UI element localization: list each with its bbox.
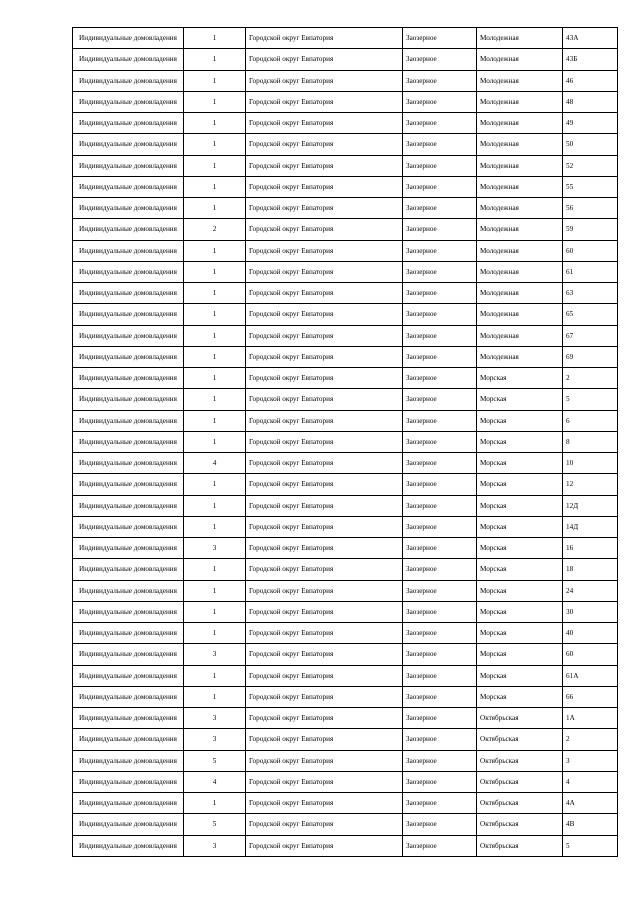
district-cell: Городской округ Евпатория xyxy=(246,814,403,835)
dwelling-type-cell: Индивидуальные домовладения xyxy=(73,410,184,431)
settlement-cell: Заозерное xyxy=(403,283,477,304)
district-cell: Городской округ Евпатория xyxy=(246,835,403,856)
street-cell: Молодежная xyxy=(477,240,563,261)
house-number-cell: 40 xyxy=(563,623,618,644)
count-cell: 1 xyxy=(184,70,246,91)
dwelling-type-cell: Индивидуальные домовладения xyxy=(73,176,184,197)
dwelling-type-cell: Индивидуальные домовладения xyxy=(73,431,184,452)
street-cell: Молодежная xyxy=(477,49,563,70)
district-cell: Городской округ Евпатория xyxy=(246,686,403,707)
dwelling-type-cell: Индивидуальные домовладения xyxy=(73,601,184,622)
house-number-cell: 60 xyxy=(563,644,618,665)
table-row xyxy=(73,601,618,622)
house-number-cell: 48 xyxy=(563,91,618,112)
table-row xyxy=(73,219,618,240)
dwelling-type-cell: Индивидуальные домовладения xyxy=(73,304,184,325)
house-number-cell: 5 xyxy=(563,835,618,856)
table-row xyxy=(73,91,618,112)
settlement-cell: Заозерное xyxy=(403,453,477,474)
count-cell: 1 xyxy=(184,346,246,367)
settlement-cell: Заозерное xyxy=(403,219,477,240)
dwelling-type-cell: Индивидуальные домовладения xyxy=(73,219,184,240)
dwelling-type-cell: Индивидуальные домовладения xyxy=(73,283,184,304)
house-number-cell: 3 xyxy=(563,750,618,771)
district-cell: Городской округ Евпатория xyxy=(246,474,403,495)
dwelling-type-cell: Индивидуальные домовладения xyxy=(73,729,184,750)
street-cell: Октябрьская xyxy=(477,793,563,814)
district-cell: Городской округ Евпатория xyxy=(246,559,403,580)
table-row xyxy=(73,474,618,495)
street-cell: Молодежная xyxy=(477,198,563,219)
district-cell: Городской округ Евпатория xyxy=(246,580,403,601)
table-row xyxy=(73,49,618,70)
table-row xyxy=(73,176,618,197)
district-cell: Городской округ Евпатория xyxy=(246,729,403,750)
district-cell: Городской округ Евпатория xyxy=(246,431,403,452)
street-cell: Морская xyxy=(477,368,563,389)
dwelling-type-cell: Индивидуальные домовладения xyxy=(73,368,184,389)
house-number-cell: 12Д xyxy=(563,495,618,516)
count-cell: 1 xyxy=(184,134,246,155)
count-cell: 1 xyxy=(184,325,246,346)
district-cell: Городской округ Евпатория xyxy=(246,644,403,665)
table-row xyxy=(73,814,618,835)
dwelling-type-cell: Индивидуальные домовладения xyxy=(73,495,184,516)
dwelling-type-cell: Индивидуальные домовладения xyxy=(73,771,184,792)
count-cell: 1 xyxy=(184,665,246,686)
table-row xyxy=(73,495,618,516)
district-cell: Городской округ Евпатория xyxy=(246,453,403,474)
street-cell: Октябрьская xyxy=(477,729,563,750)
district-cell: Городской округ Евпатория xyxy=(246,176,403,197)
count-cell: 1 xyxy=(184,176,246,197)
district-cell: Городской округ Евпатория xyxy=(246,516,403,537)
settlement-cell: Заозерное xyxy=(403,410,477,431)
table-body xyxy=(73,28,618,857)
district-cell: Городской округ Евпатория xyxy=(246,793,403,814)
dwelling-type-cell: Индивидуальные домовладения xyxy=(73,389,184,410)
house-number-cell: 50 xyxy=(563,134,618,155)
table-row xyxy=(73,431,618,452)
house-number-cell: 12 xyxy=(563,474,618,495)
table-row xyxy=(73,686,618,707)
street-cell: Октябрьская xyxy=(477,814,563,835)
table-row xyxy=(73,708,618,729)
table-row xyxy=(73,559,618,580)
house-number-cell: 69 xyxy=(563,346,618,367)
table-row xyxy=(73,113,618,134)
settlement-cell: Заозерное xyxy=(403,474,477,495)
district-cell: Городской округ Евпатория xyxy=(246,283,403,304)
table-row xyxy=(73,261,618,282)
street-cell: Морская xyxy=(477,389,563,410)
settlement-cell: Заозерное xyxy=(403,686,477,707)
dwelling-type-cell: Индивидуальные домовладения xyxy=(73,814,184,835)
count-cell: 1 xyxy=(184,623,246,644)
settlement-cell: Заозерное xyxy=(403,304,477,325)
count-cell: 1 xyxy=(184,261,246,282)
street-cell: Морская xyxy=(477,601,563,622)
settlement-cell: Заозерное xyxy=(403,771,477,792)
table-row xyxy=(73,729,618,750)
count-cell: 1 xyxy=(184,198,246,219)
dwelling-type-cell: Индивидуальные домовладения xyxy=(73,453,184,474)
street-cell: Октябрьская xyxy=(477,708,563,729)
house-number-cell: 2 xyxy=(563,368,618,389)
district-cell: Городской округ Евпатория xyxy=(246,368,403,389)
house-number-cell: 2 xyxy=(563,729,618,750)
house-number-cell: 52 xyxy=(563,155,618,176)
settlement-cell: Заозерное xyxy=(403,601,477,622)
house-number-cell: 5 xyxy=(563,389,618,410)
table-row xyxy=(73,368,618,389)
street-cell: Морская xyxy=(477,516,563,537)
street-cell: Молодежная xyxy=(477,283,563,304)
count-cell: 1 xyxy=(184,113,246,134)
house-number-cell: 10 xyxy=(563,453,618,474)
district-cell: Городской округ Евпатория xyxy=(246,261,403,282)
dwelling-type-cell: Индивидуальные домовладения xyxy=(73,580,184,601)
street-cell: Молодежная xyxy=(477,261,563,282)
street-cell: Молодежная xyxy=(477,91,563,112)
dwelling-type-cell: Индивидуальные домовладения xyxy=(73,835,184,856)
table-row xyxy=(73,623,618,644)
settlement-cell: Заозерное xyxy=(403,793,477,814)
dwelling-type-cell: Индивидуальные домовладения xyxy=(73,750,184,771)
street-cell: Молодежная xyxy=(477,155,563,176)
street-cell: Молодежная xyxy=(477,70,563,91)
dwelling-type-cell: Индивидуальные домовладения xyxy=(73,134,184,155)
dwelling-type-cell: Индивидуальные домовладения xyxy=(73,346,184,367)
dwelling-type-cell: Индивидуальные домовладения xyxy=(73,91,184,112)
district-cell: Городской округ Евпатория xyxy=(246,70,403,91)
count-cell: 1 xyxy=(184,495,246,516)
street-cell: Морская xyxy=(477,644,563,665)
street-cell: Молодежная xyxy=(477,304,563,325)
dwelling-type-cell: Индивидуальные домовладения xyxy=(73,70,184,91)
dwelling-type-cell: Индивидуальные домовладения xyxy=(73,644,184,665)
table-row xyxy=(73,134,618,155)
dwelling-type-cell: Индивидуальные домовладения xyxy=(73,665,184,686)
count-cell: 1 xyxy=(184,368,246,389)
district-cell: Городской округ Евпатория xyxy=(246,198,403,219)
district-cell: Городской округ Евпатория xyxy=(246,750,403,771)
settlement-cell: Заозерное xyxy=(403,538,477,559)
count-cell: 2 xyxy=(184,219,246,240)
district-cell: Городской округ Евпатория xyxy=(246,389,403,410)
address-table xyxy=(72,27,618,857)
street-cell: Морская xyxy=(477,431,563,452)
house-number-cell: 55 xyxy=(563,176,618,197)
table-row xyxy=(73,538,618,559)
count-cell: 1 xyxy=(184,304,246,325)
table-row xyxy=(73,283,618,304)
dwelling-type-cell: Индивидуальные домовладения xyxy=(73,240,184,261)
table-row xyxy=(73,198,618,219)
house-number-cell: 18 xyxy=(563,559,618,580)
table-row xyxy=(73,580,618,601)
settlement-cell: Заозерное xyxy=(403,240,477,261)
count-cell: 1 xyxy=(184,580,246,601)
count-cell: 3 xyxy=(184,708,246,729)
settlement-cell: Заозерное xyxy=(403,750,477,771)
count-cell: 1 xyxy=(184,686,246,707)
street-cell: Морская xyxy=(477,410,563,431)
house-number-cell: 61А xyxy=(563,665,618,686)
settlement-cell: Заозерное xyxy=(403,261,477,282)
settlement-cell: Заозерное xyxy=(403,134,477,155)
house-number-cell: 43А xyxy=(563,28,618,49)
street-cell: Морская xyxy=(477,580,563,601)
table-row xyxy=(73,516,618,537)
street-cell: Морская xyxy=(477,474,563,495)
count-cell: 1 xyxy=(184,431,246,452)
house-number-cell: 59 xyxy=(563,219,618,240)
house-number-cell: 65 xyxy=(563,304,618,325)
settlement-cell: Заозерное xyxy=(403,814,477,835)
table-row xyxy=(73,793,618,814)
dwelling-type-cell: Индивидуальные домовладения xyxy=(73,474,184,495)
house-number-cell: 67 xyxy=(563,325,618,346)
settlement-cell: Заозерное xyxy=(403,580,477,601)
dwelling-type-cell: Индивидуальные домовладения xyxy=(73,49,184,70)
count-cell: 1 xyxy=(184,559,246,580)
district-cell: Городской округ Евпатория xyxy=(246,410,403,431)
table-row xyxy=(73,665,618,686)
street-cell: Морская xyxy=(477,538,563,559)
dwelling-type-cell: Индивидуальные домовладения xyxy=(73,686,184,707)
settlement-cell: Заозерное xyxy=(403,346,477,367)
dwelling-type-cell: Индивидуальные домовладения xyxy=(73,155,184,176)
street-cell: Октябрьская xyxy=(477,835,563,856)
district-cell: Городской округ Евпатория xyxy=(246,240,403,261)
dwelling-type-cell: Индивидуальные домовладения xyxy=(73,261,184,282)
table-row xyxy=(73,240,618,261)
district-cell: Городской округ Евпатория xyxy=(246,623,403,644)
table-row xyxy=(73,346,618,367)
settlement-cell: Заозерное xyxy=(403,28,477,49)
district-cell: Городской округ Евпатория xyxy=(246,708,403,729)
house-number-cell: 1А xyxy=(563,708,618,729)
table-row xyxy=(73,644,618,665)
street-cell: Октябрьская xyxy=(477,750,563,771)
settlement-cell: Заозерное xyxy=(403,431,477,452)
district-cell: Городской округ Евпатория xyxy=(246,665,403,686)
count-cell: 4 xyxy=(184,771,246,792)
settlement-cell: Заозерное xyxy=(403,559,477,580)
settlement-cell: Заозерное xyxy=(403,835,477,856)
house-number-cell: 4А xyxy=(563,793,618,814)
table-row xyxy=(73,453,618,474)
settlement-cell: Заозерное xyxy=(403,389,477,410)
street-cell: Молодежная xyxy=(477,325,563,346)
count-cell: 1 xyxy=(184,49,246,70)
dwelling-type-cell: Индивидуальные домовладения xyxy=(73,623,184,644)
house-number-cell: 66 xyxy=(563,686,618,707)
street-cell: Морская xyxy=(477,495,563,516)
house-number-cell: 63 xyxy=(563,283,618,304)
count-cell: 3 xyxy=(184,729,246,750)
house-number-cell: 56 xyxy=(563,198,618,219)
house-number-cell: 24 xyxy=(563,580,618,601)
count-cell: 1 xyxy=(184,28,246,49)
count-cell: 1 xyxy=(184,793,246,814)
table-row xyxy=(73,70,618,91)
dwelling-type-cell: Индивидуальные домовладения xyxy=(73,559,184,580)
count-cell: 1 xyxy=(184,410,246,431)
street-cell: Молодежная xyxy=(477,219,563,240)
settlement-cell: Заозерное xyxy=(403,91,477,112)
district-cell: Городской округ Евпатория xyxy=(246,538,403,559)
settlement-cell: Заозерное xyxy=(403,70,477,91)
district-cell: Городской округ Евпатория xyxy=(246,113,403,134)
settlement-cell: Заозерное xyxy=(403,113,477,134)
settlement-cell: Заозерное xyxy=(403,516,477,537)
dwelling-type-cell: Индивидуальные домовладения xyxy=(73,793,184,814)
table-row xyxy=(73,389,618,410)
count-cell: 1 xyxy=(184,155,246,176)
dwelling-type-cell: Индивидуальные домовладения xyxy=(73,325,184,346)
table-row xyxy=(73,28,618,49)
house-number-cell: 60 xyxy=(563,240,618,261)
table-row xyxy=(73,410,618,431)
street-cell: Октябрьская xyxy=(477,771,563,792)
house-number-cell: 30 xyxy=(563,601,618,622)
settlement-cell: Заозерное xyxy=(403,49,477,70)
table-row xyxy=(73,304,618,325)
district-cell: Городской округ Евпатория xyxy=(246,495,403,516)
district-cell: Городской округ Евпатория xyxy=(246,155,403,176)
settlement-cell: Заозерное xyxy=(403,495,477,516)
dwelling-type-cell: Индивидуальные домовладения xyxy=(73,516,184,537)
dwelling-type-cell: Индивидуальные домовладения xyxy=(73,708,184,729)
house-number-cell: 61 xyxy=(563,261,618,282)
district-cell: Городской округ Евпатория xyxy=(246,134,403,155)
street-cell: Молодежная xyxy=(477,28,563,49)
dwelling-type-cell: Индивидуальные домовладения xyxy=(73,538,184,559)
district-cell: Городской округ Евпатория xyxy=(246,304,403,325)
street-cell: Морская xyxy=(477,686,563,707)
count-cell: 1 xyxy=(184,601,246,622)
dwelling-type-cell: Индивидуальные домовладения xyxy=(73,28,184,49)
settlement-cell: Заозерное xyxy=(403,729,477,750)
count-cell: 3 xyxy=(184,538,246,559)
street-cell: Морская xyxy=(477,665,563,686)
street-cell: Морская xyxy=(477,453,563,474)
district-cell: Городской округ Евпатория xyxy=(246,49,403,70)
district-cell: Городской округ Евпатория xyxy=(246,771,403,792)
street-cell: Молодежная xyxy=(477,176,563,197)
settlement-cell: Заозерное xyxy=(403,644,477,665)
dwelling-type-cell: Индивидуальные домовладения xyxy=(73,113,184,134)
house-number-cell: 16 xyxy=(563,538,618,559)
count-cell: 5 xyxy=(184,814,246,835)
street-cell: Молодежная xyxy=(477,346,563,367)
district-cell: Городской округ Евпатория xyxy=(246,28,403,49)
settlement-cell: Заозерное xyxy=(403,665,477,686)
district-cell: Городской округ Евпатория xyxy=(246,601,403,622)
district-cell: Городской округ Евпатория xyxy=(246,346,403,367)
count-cell: 1 xyxy=(184,240,246,261)
settlement-cell: Заозерное xyxy=(403,368,477,389)
street-cell: Молодежная xyxy=(477,134,563,155)
dwelling-type-cell: Индивидуальные домовладения xyxy=(73,198,184,219)
settlement-cell: Заозерное xyxy=(403,623,477,644)
table-row xyxy=(73,771,618,792)
settlement-cell: Заозерное xyxy=(403,708,477,729)
settlement-cell: Заозерное xyxy=(403,176,477,197)
house-number-cell: 49 xyxy=(563,113,618,134)
house-number-cell: 4В xyxy=(563,814,618,835)
count-cell: 4 xyxy=(184,453,246,474)
count-cell: 5 xyxy=(184,750,246,771)
table-row xyxy=(73,155,618,176)
settlement-cell: Заозерное xyxy=(403,325,477,346)
count-cell: 1 xyxy=(184,516,246,537)
count-cell: 1 xyxy=(184,91,246,112)
table-row xyxy=(73,750,618,771)
house-number-cell: 43Б xyxy=(563,49,618,70)
street-cell: Молодежная xyxy=(477,113,563,134)
count-cell: 1 xyxy=(184,283,246,304)
street-cell: Морская xyxy=(477,559,563,580)
house-number-cell: 8 xyxy=(563,431,618,452)
district-cell: Городской округ Евпатория xyxy=(246,219,403,240)
table-row xyxy=(73,325,618,346)
count-cell: 3 xyxy=(184,835,246,856)
house-number-cell: 4 xyxy=(563,771,618,792)
district-cell: Городской округ Евпатория xyxy=(246,91,403,112)
settlement-cell: Заозерное xyxy=(403,198,477,219)
settlement-cell: Заозерное xyxy=(403,155,477,176)
count-cell: 3 xyxy=(184,644,246,665)
district-cell: Городской округ Евпатория xyxy=(246,325,403,346)
house-number-cell: 14Д xyxy=(563,516,618,537)
count-cell: 1 xyxy=(184,389,246,410)
street-cell: Морская xyxy=(477,623,563,644)
house-number-cell: 46 xyxy=(563,70,618,91)
house-number-cell: 6 xyxy=(563,410,618,431)
count-cell: 1 xyxy=(184,474,246,495)
table-row xyxy=(73,835,618,856)
